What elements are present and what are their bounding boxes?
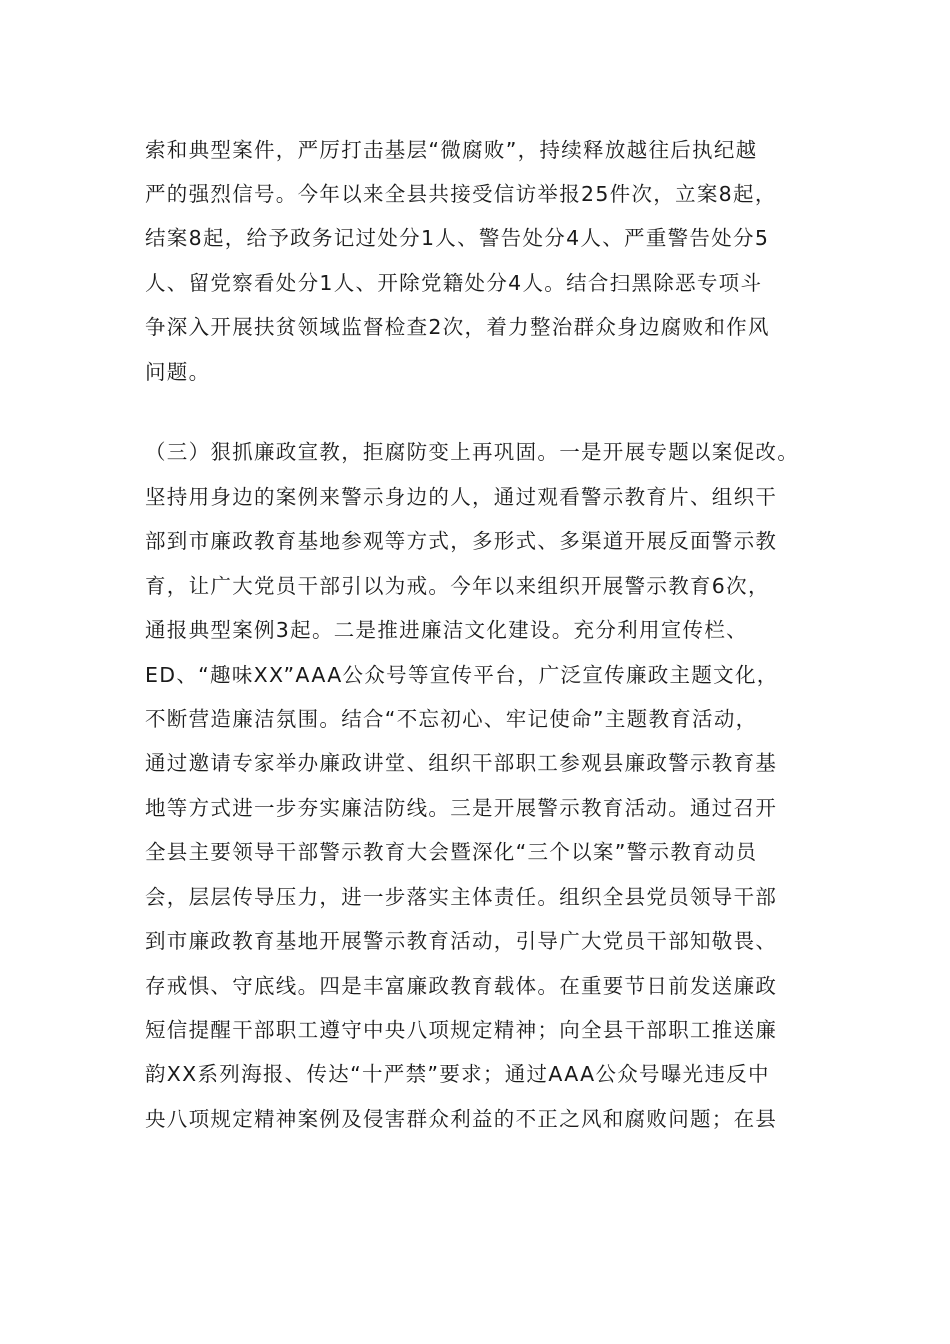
section-heading-line: （三）狠抓廉政宣教，拒腐防变上再巩固。一是开展专题以案促改。 bbox=[145, 440, 799, 464]
text-line: 地等方式进一步夯实廉洁防线。三是开展警示教育活动。通过召开 bbox=[145, 796, 778, 820]
text-line: 争深入开展扶贫领域监督检查2次，着力整治群众身边腐败和作风 bbox=[145, 315, 770, 339]
text-line: 索和典型案件，严厉打击基层“微腐败”，持续释放越往后执纪越 bbox=[145, 138, 758, 162]
text-line: 人、留党察看处分1人、开除党籍处分4人。结合扫黑除恶专项斗 bbox=[145, 271, 763, 295]
text-line: 部到市廉政教育基地参观等方式，多形式、多渠道开展反面警示教 bbox=[145, 529, 778, 553]
text-line: 到市廉政教育基地开展警示教育活动，引导广大党员干部知敬畏、 bbox=[145, 929, 778, 953]
text-line: 全县主要领导干部警示教育大会暨深化“三个以案”警示教育动员 bbox=[145, 840, 758, 864]
text-line: 短信提醒干部职工遵守中央八项规定精神；向全县干部职工推送廉 bbox=[145, 1018, 778, 1042]
text-line: 育，让广大党员干部引以为戒。今年以来组织开展警示教育6次， bbox=[145, 574, 770, 598]
text-line: 通过邀请专家举办廉政讲堂、组织干部职工参观县廉政警示教育基 bbox=[145, 751, 778, 775]
text-line: 严的强烈信号。今年以来全县共接受信访举报25件次，立案8起， bbox=[145, 182, 777, 206]
text-line: 韵XX系列海报、传达“十严禁”要求；通过AAA公众号曝光违反中 bbox=[145, 1062, 770, 1086]
text-line: 结案8起，给予政务记过处分1人、警告处分4人、严重警告处分5 bbox=[145, 226, 770, 250]
text-line: 问题。 bbox=[145, 360, 211, 384]
text-line: 央八项规定精神案例及侵害群众利益的不正之风和腐败问题；在县 bbox=[145, 1107, 778, 1131]
text-line: 存戒惧、守底线。四是丰富廉政教育载体。在重要节日前发送廉政 bbox=[145, 974, 778, 998]
text-line: 通报典型案例3起。二是推进廉洁文化建设。充分利用宣传栏、 bbox=[145, 618, 748, 642]
text-line: 坚持用身边的案例来警示身边的人，通过观看警示教育片、组织干 bbox=[145, 485, 778, 509]
text-line: ED、“趣味XX”AAA公众号等宣传平台，广泛宣传廉政主题文化， bbox=[145, 663, 779, 687]
text-line: 会，层层传导压力，进一步落实主体责任。组织全县党员领导干部 bbox=[145, 885, 778, 909]
text-line: 不断营造廉洁氛围。结合“不忘初心、牢记使命”主题教育活动， bbox=[145, 707, 758, 731]
